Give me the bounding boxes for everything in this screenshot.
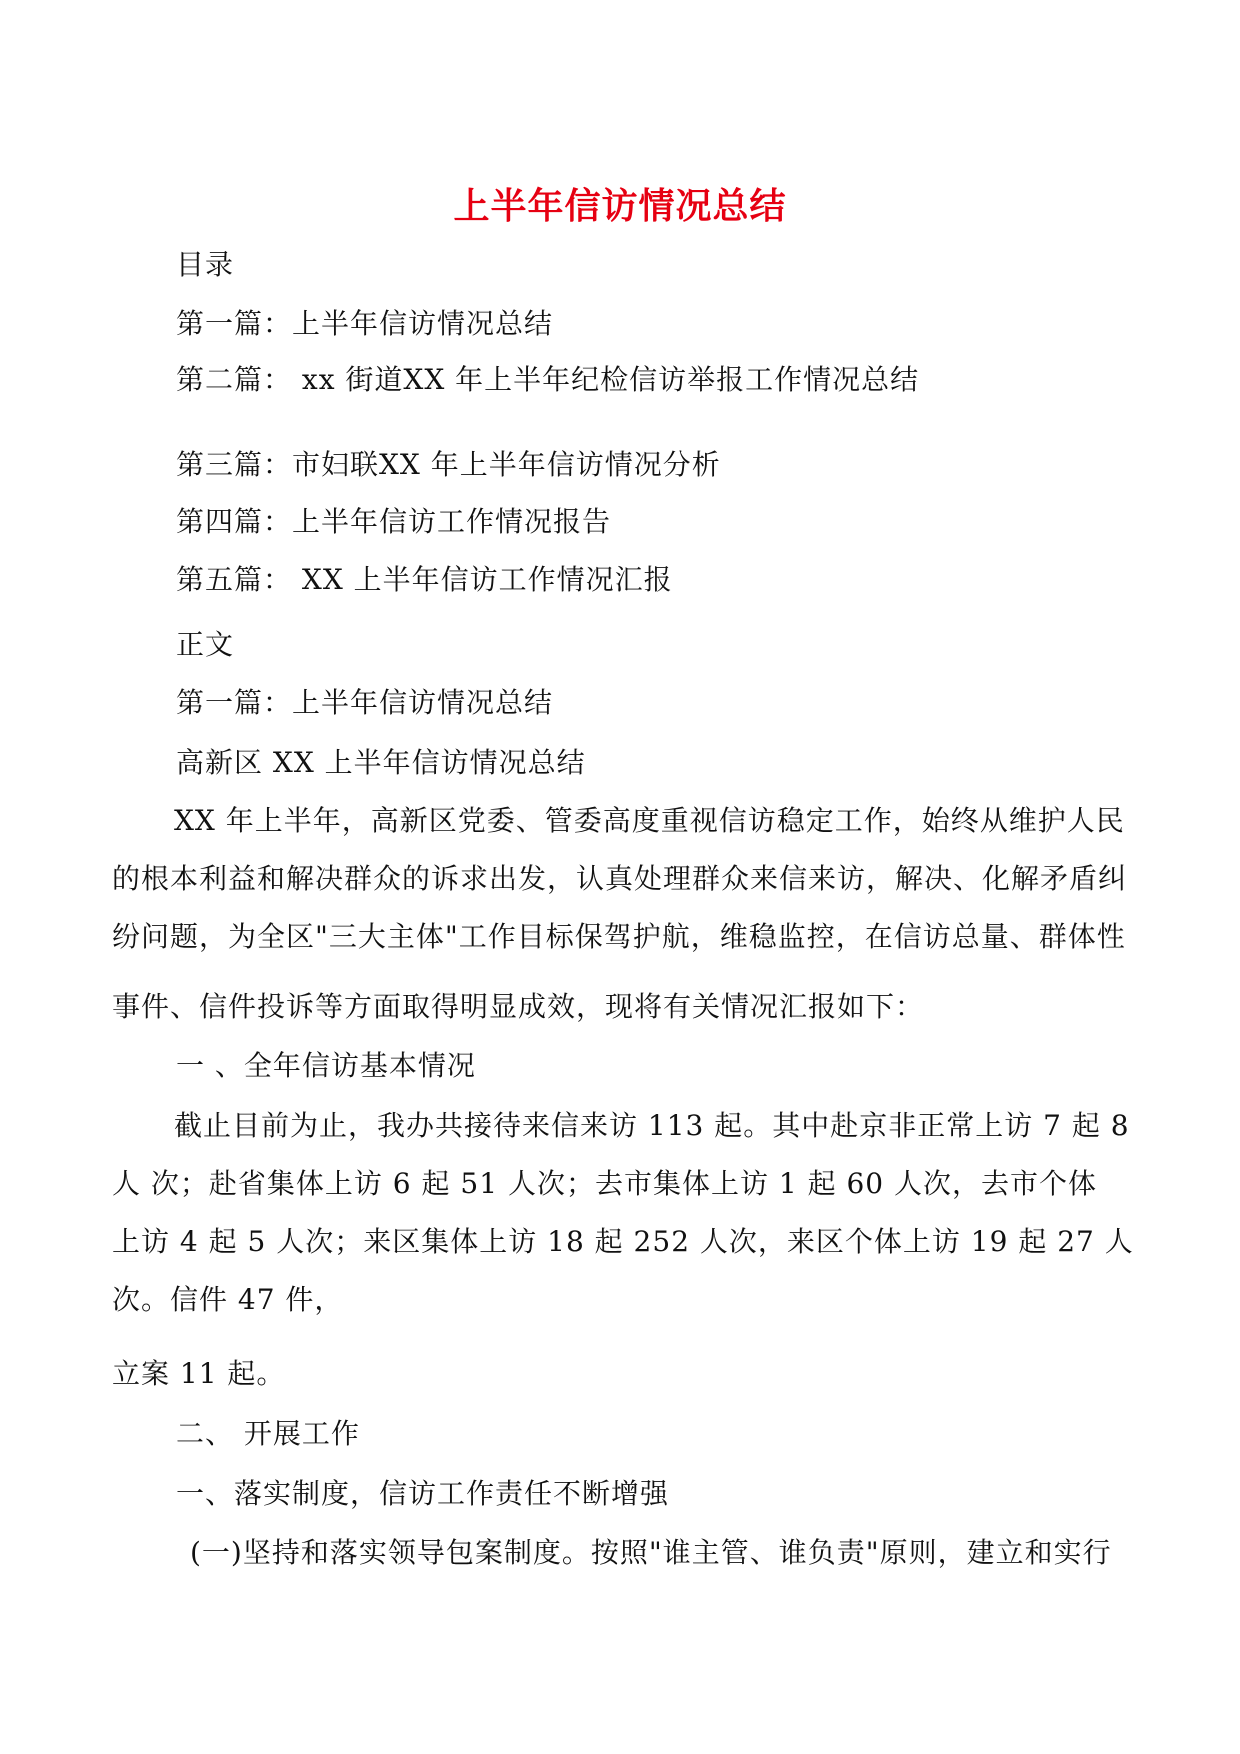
section-1-paragraph [112,1106,1134,1338]
toc-heading: 目录 [176,248,235,281]
intro-line-4: 事件、信件投诉等方面取得明显成效，现将有关情况汇报如下： [112,990,925,1023]
intro-line-1: XX 年上半年，高新区党委、管委高度重视信访稳定工作，始终从维护人民 [174,804,1125,837]
subsection-1-heading: 一、落实制度，信访工作责任不断增强 [176,1477,670,1510]
section-1-line-2: 人 次；赴省集体上访 6 起 51 人次；去市集体上访 1 起 60 人次，去市个体 [112,1167,1097,1200]
body-heading: 正文 [176,628,235,661]
section-1-line-3: 上访 4 起 5 人次；来区集体上访 18 起 252 人次，来区个体上访 19 起 27 人 [112,1225,1134,1258]
section-1-heading: 一 、全年信访基本情况 [176,1049,476,1082]
section-1-line-4: 次。信件 47 件， [112,1283,344,1316]
item-1-line: (一)坚持和落实领导包案制度。按照"谁主管、谁负责"原则，建立和实行 [190,1536,1112,1569]
section-2-heading: 二、 开展工作 [176,1417,360,1450]
toc-item-2: 第二篇： xx 街道XX 年上半年纪检信访举报工作情况总结 [176,363,920,396]
chapter-title: 第一篇：上半年信访情况总结 [176,686,554,719]
intro-paragraph [112,801,1128,1045]
intro-line-2: 的根本利益和解决群众的诉求出发，认真处理群众来信来访，解决、化解矛盾纠 [112,862,1128,895]
section-1-line-1: 截止目前为止，我办共接待来信来访 113 起。其中赴京非正常上访 7 起 8 [174,1109,1130,1142]
toc-item-5: 第五篇： XX 上半年信访工作情况汇报 [176,563,673,596]
report-subtitle: 高新区 XX 上半年信访情况总结 [176,746,586,779]
section-1-tail: 立案 11 起。 [112,1357,286,1390]
intro-line-3: 纷问题，为全区"三大主体"工作目标保驾护航，维稳监控，在信访总量、群体性 [112,920,1126,953]
toc-item-1: 第一篇：上半年信访情况总结 [176,307,554,340]
document-title: 上半年信访情况总结 [453,186,787,227]
toc-item-3: 第三篇：市妇联XX 年上半年信访情况分析 [176,448,721,481]
toc-item-4: 第四篇：上半年信访工作情况报告 [176,505,612,538]
